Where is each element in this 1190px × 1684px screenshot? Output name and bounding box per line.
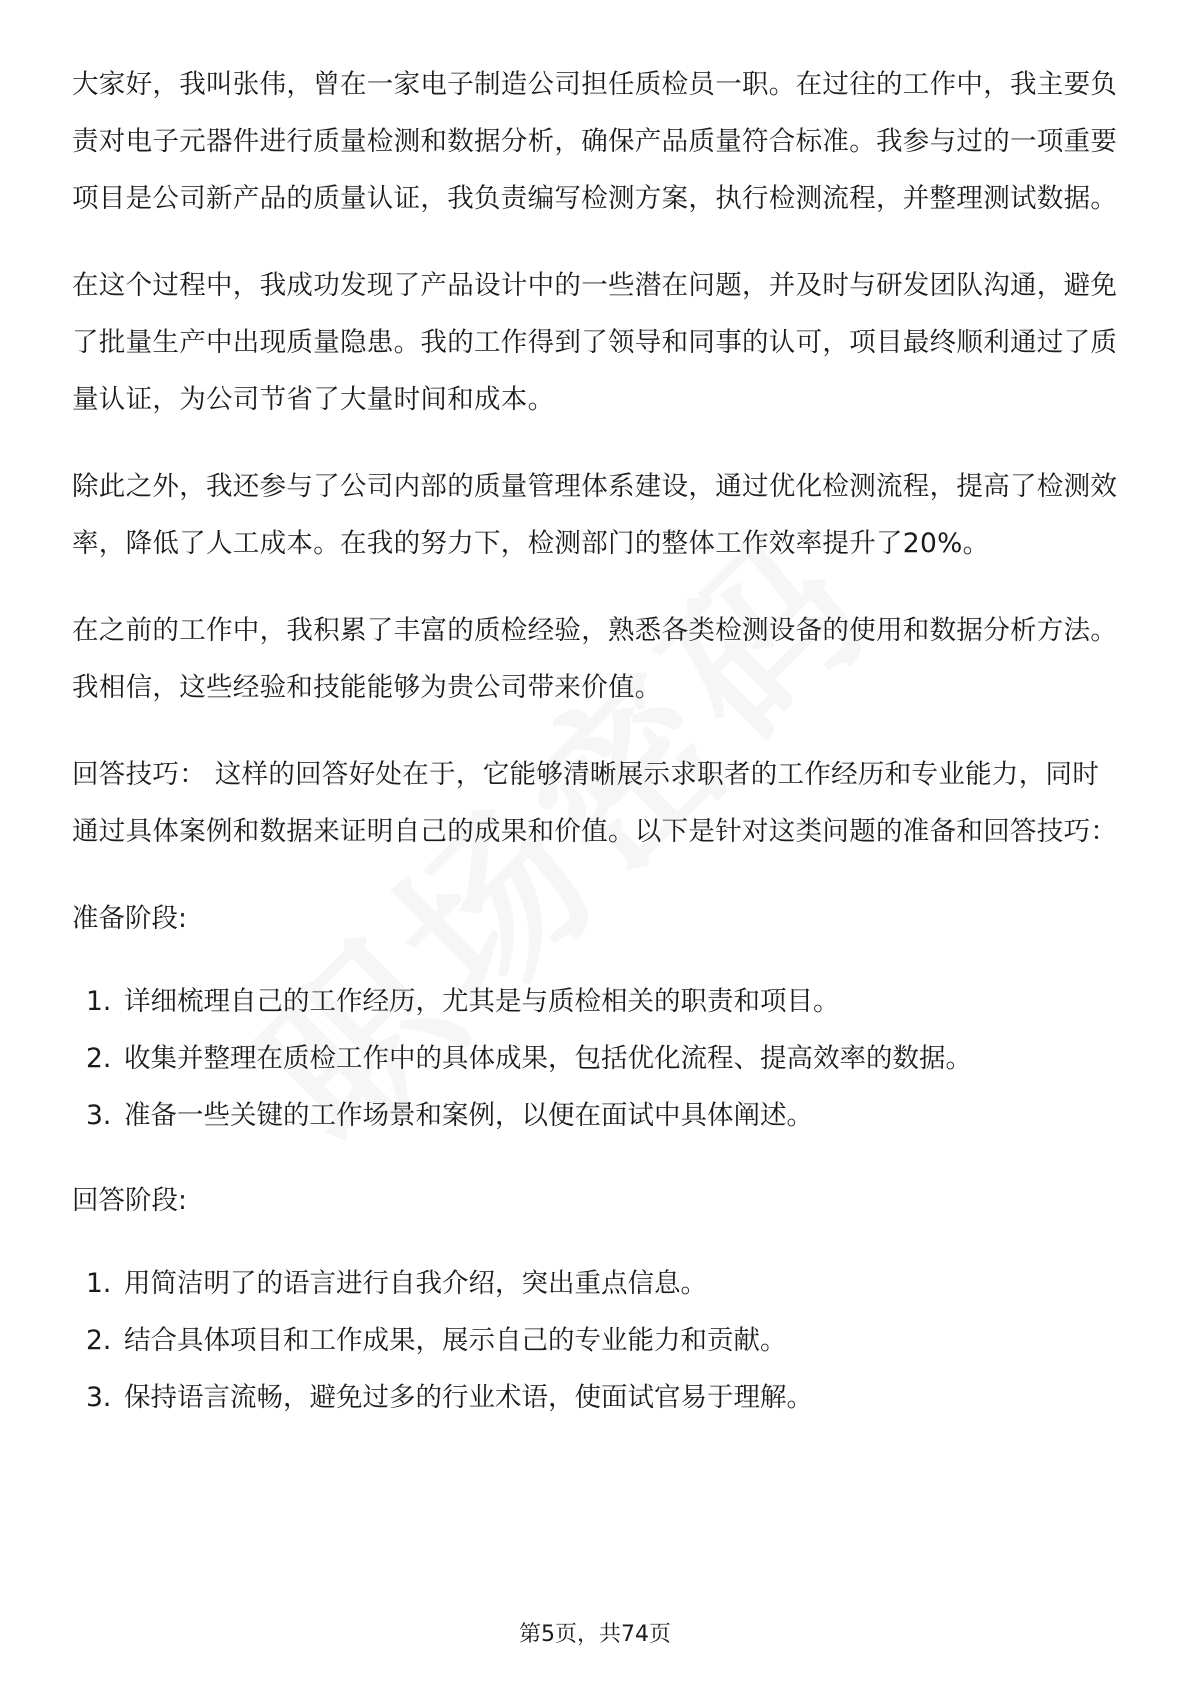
prep-heading: 准备阶段: — [72, 903, 187, 934]
paragraph-intro: 大家好，我叫张伟，曾在一家电子制造公司担任质检员一职。在过往的工作中，我主要负责对电子元器件进行质量检测和数据分析，确保产品质量符合标准。我参与过的一项重要项目是公司新产品的质量认证，我负责编写检测方案，执行检测流程，并整理测试数据。 — [72, 69, 1118, 214]
list-text: 保持语言流畅，避免过多的行业术语，使面试官易于理解。 — [124, 1382, 813, 1413]
paragraph-system: 除此之外，我还参与了公司内部的质量管理体系建设，通过优化检测流程，提高了检测效率，降低了人工成本。在我的努力下，检测部门的整体工作效率提升了20%。 — [72, 471, 1118, 559]
list-item — [72, 1087, 1122, 1144]
list-number: 3. — [86, 1382, 112, 1413]
answer-heading: 回答阶段: — [72, 1185, 187, 1216]
list-number: 1. — [86, 1268, 112, 1299]
list-item — [72, 1369, 1122, 1426]
list-number: 2. — [86, 1325, 112, 1356]
list-text: 详细梳理自己的工作经历，尤其是与质检相关的职责和项目。 — [124, 986, 840, 1017]
list-number: 2. — [86, 1043, 112, 1074]
page-footer: 第5页，共74页 — [519, 1622, 671, 1647]
list-item — [72, 1312, 1122, 1369]
prep-list — [72, 973, 1122, 1144]
paragraph-experience: 在之前的工作中，我积累了丰富的质检经验，熟悉各类检测设备的使用和数据分析方法。我相信，这些经验和技能能够为贵公司带来价值。 — [72, 615, 1118, 703]
list-item — [72, 1030, 1122, 1087]
answer-list — [72, 1255, 1122, 1426]
list-text: 准备一些关键的工作场景和案例，以便在面试中具体阐述。 — [124, 1100, 813, 1131]
paragraph-process: 在这个过程中，我成功发现了产品设计中的一些潜在问题，并及时与研发团队沟通，避免了批量生产中出现质量隐患。我的工作得到了领导和同事的认可，项目最终顺利通过了质量认证，为公司节省了大量时间和成本。 — [72, 270, 1118, 415]
list-number: 1. — [86, 986, 112, 1017]
list-text: 结合具体项目和工作成果，展示自己的专业能力和贡献。 — [124, 1325, 787, 1356]
page-content — [72, 56, 1122, 1454]
list-item — [72, 1255, 1122, 1312]
list-text: 收集并整理在质检工作中的具体成果，包括优化流程、提高效率的数据。 — [124, 1043, 972, 1074]
list-number: 3. — [86, 1100, 112, 1131]
list-text: 用简洁明了的语言进行自我介绍，突出重点信息。 — [124, 1268, 707, 1299]
paragraph-tips: 回答技巧： 这样的回答好处在于，它能够清晰展示求职者的工作经历和专业能力，同时通过具体案例和数据来证明自己的成果和价值。以下是针对这类问题的准备和回答技巧： — [72, 759, 1118, 847]
list-item — [72, 973, 1122, 1030]
